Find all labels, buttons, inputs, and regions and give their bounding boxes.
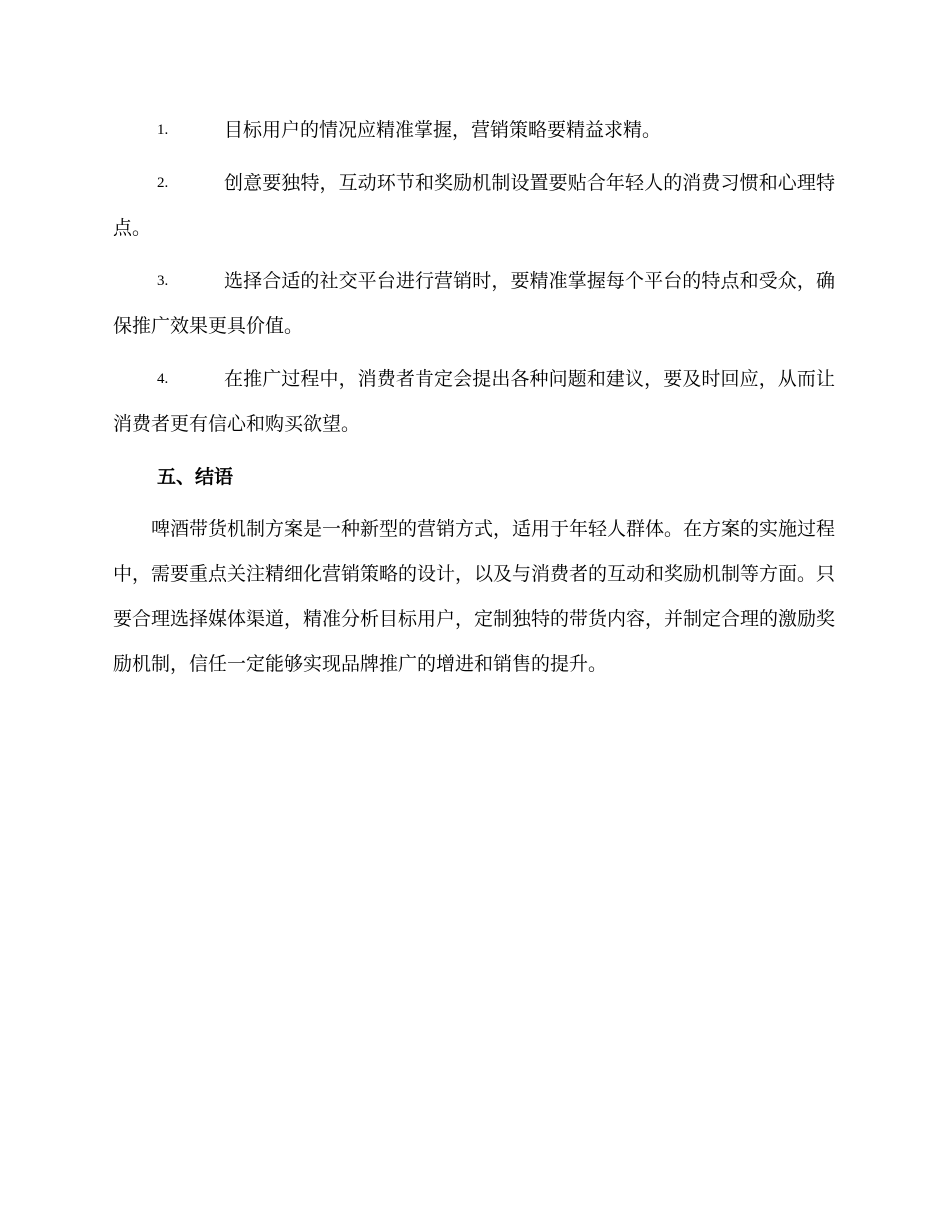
list-item	[113, 108, 835, 153]
list-item-number: 4.	[157, 371, 169, 387]
list-item-number: 3.	[157, 273, 169, 289]
list-item-text: 目标用户的情况应精准掌握，营销策略要精益求精。	[224, 119, 662, 141]
list-item-text: 创意要独特，互动环节和奖励机制设置要贴合年轻人的消费习惯和心理特点。	[113, 172, 835, 239]
list-item-text: 选择合适的社交平台进行营销时，要精准掌握每个平台的特点和受众，确保推广效果更具价值。	[113, 270, 835, 337]
list-item	[113, 357, 835, 447]
list-item-number: 2.	[157, 175, 169, 191]
list-item	[113, 259, 835, 349]
list-item-text: 在推广过程中，消费者肯定会提出各种问题和建议，要及时回应，从而让消费者更有信心和购买欲望。	[113, 368, 835, 435]
document-content	[113, 108, 835, 687]
conclusion-paragraph: 啤酒带货机制方案是一种新型的营销方式，适用于年轻人群体。在方案的实施过程中，需要重点关注精细化营销策略的设计，以及与消费者的互动和奖励机制等方面。只要合理选择媒体渠道，精准分析目标用户，定制独特的带货内容，并制定合理的激励奖励机制，信任一定能够实现品牌推广的增进和销售的提升。	[113, 518, 836, 675]
list-item-number: 1.	[157, 122, 169, 138]
list-item	[113, 161, 835, 251]
section-heading: 五、结语	[157, 466, 234, 488]
